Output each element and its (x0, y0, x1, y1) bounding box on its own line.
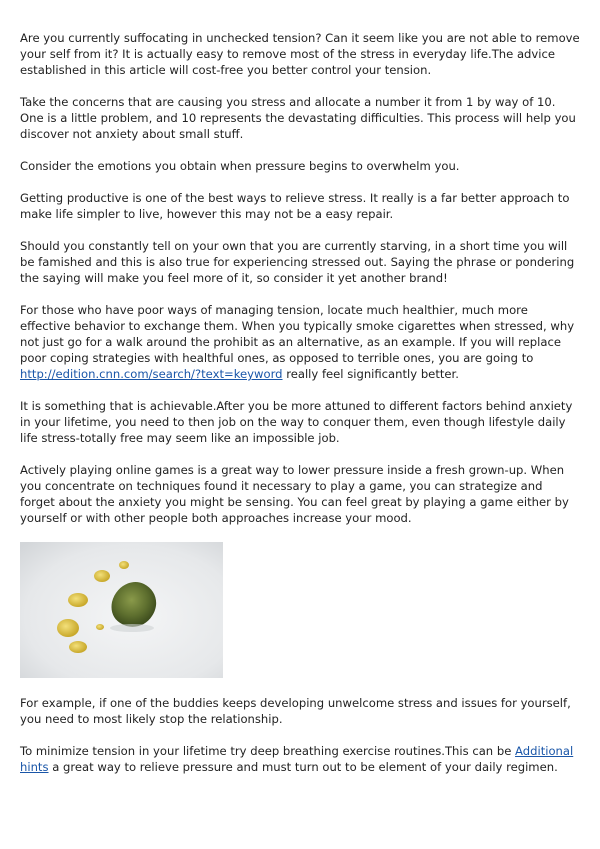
oil-drop-icon (94, 570, 110, 582)
paragraph-10-text-before: To minimize tension in your lifetime try deep breathing exercise routines.This can be (20, 744, 516, 758)
article-photo (20, 542, 223, 678)
paragraph-4: Getting productive is one of the best ways to relieve stress. It really is a far better approach to make life simpler to live, however this may not be a easy repair. (20, 191, 570, 221)
additional-hints-link[interactable]: Additional hints (20, 744, 574, 774)
paragraph-5: Should you constantly tell on your own that you are currently starving, in a short time you will be famished and this is also true for experiencing stressed out. Saying the phrase or pondering the saying will make you feel more of it, so consider it yet another brand! (20, 239, 575, 285)
paragraph-10 (20, 743, 580, 775)
oil-drop-icon (69, 641, 87, 653)
paragraph-8: Actively playing online games is a great way to lower pressure inside a fresh grown-up. When you concentrate on techniques found it necessary to play a game, you can strategize and forget about the anxiety you might be sensing. You can feel great by playing a game either by yourself or with other people both approaches increase your mood. (20, 463, 569, 525)
cnn-search-link[interactable]: http://edition.cnn.com/search/?text=keyword (20, 367, 283, 381)
paragraph-2: Take the concerns that are causing you stress and allocate a number it from 1 by way of 10. One is a little problem, and 10 represents the devastating difficulties. This process will help you discover not anxiety about small stuff. (20, 95, 576, 141)
paragraph-6-text-before: For those who have poor ways of managing tension, locate much healthier, much more effective behavior to exchange them. When you typically smoke cigarettes when stressed, why not just go for a walk around the prohibit as an alternative, as an example. If you will replace poor coping strategies with healthful ones, as opposed to terrible ones, you are going to (20, 303, 575, 365)
oil-drop-icon (96, 624, 104, 630)
paragraph-7: It is something that is achievable.After you be more attuned to different factors behind anxiety in your lifetime, you need to then job on the way to conquer them, even though lifestyle daily life stress-totally free may seem like an impossible job. (20, 399, 573, 445)
oil-drop-icon (119, 561, 129, 569)
bud-shadow (110, 624, 154, 632)
paragraph-6 (20, 302, 580, 382)
paragraph-10-text-after: a great way to relieve pressure and must turn out to be element of your daily regimen. (48, 760, 558, 774)
oil-drop-icon (68, 593, 88, 607)
paragraph-3: Consider the emotions you obtain when pressure begins to overwhelm you. (20, 159, 460, 173)
paragraph-9: For example, if one of the buddies keeps developing unwelcome stress and issues for yourself, you need to most likely stop the relationship. (20, 696, 571, 726)
paragraph-1: Are you currently suffocating in unchecked tension? Can it seem like you are not able to remove your self from it? It is actually easy to remove most of the stress in everyday life.The advice established in this article will cost-free you better control your tension. (20, 31, 580, 77)
oil-drop-icon (57, 619, 79, 637)
article-body (20, 30, 580, 791)
paragraph-6-text-after: really feel significantly better. (282, 367, 459, 381)
